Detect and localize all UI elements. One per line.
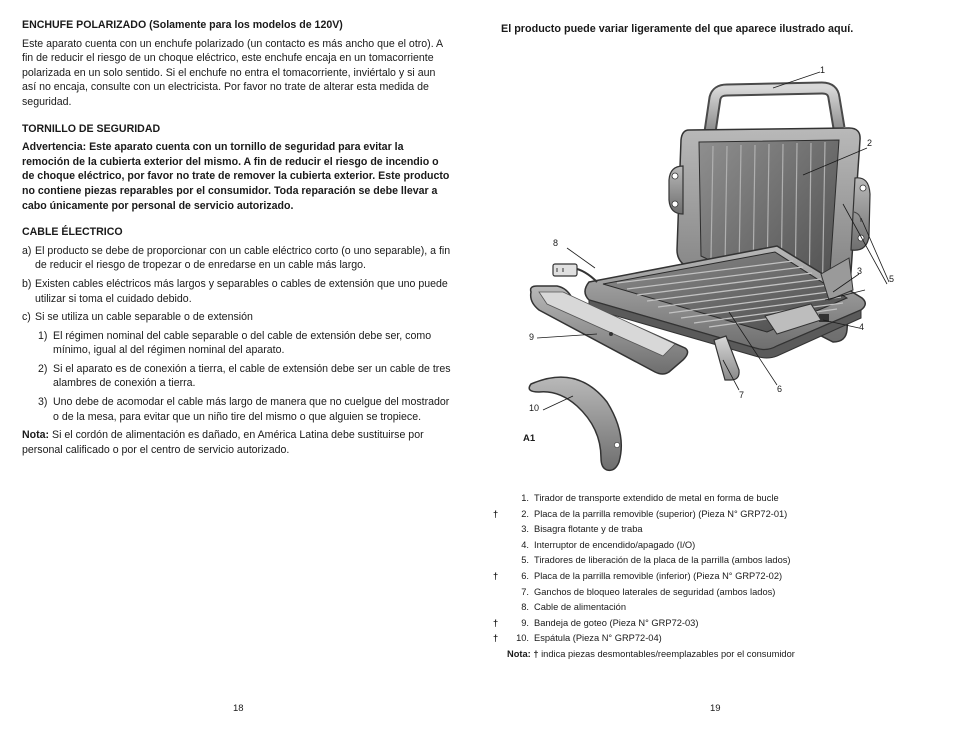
callout-6: 6 xyxy=(777,384,783,394)
polarized-plug-body: Este aparato cuenta con un enchufe polarizado (un contacto es más ancho que el otro). A fin de reducir el riesgo de un choque eléctrico, este enchufe encaja en un tomacorriente polarizada en un solo sentido. Si el enchufe no entra el tomacorriente, inviértalo y si aun así no encaja, consulte con un electricista. Por favor no trate de alterar esta medida de seguridad. xyxy=(22,37,443,108)
power-cord-heading: CABLE ÉLECTRICO xyxy=(22,226,123,239)
list-item: 1. Tirador de transporte extendido de metal en forma de bucle xyxy=(521,493,779,503)
handle-loop xyxy=(710,88,839,132)
spatula xyxy=(529,377,621,470)
list-item: 3. Bisagra flotante y de traba xyxy=(521,524,643,535)
power-cord xyxy=(553,264,597,282)
left-column xyxy=(22,18,452,457)
list-item: 7. Ganchos de bloqueo laterales de seguridad (ambos lados) xyxy=(521,586,776,597)
list-item: 8. Cable de alimentación xyxy=(521,602,626,613)
power-cord-note: Nota: Si el cordón de alimentación es dañado, en América Latina debe sustituirse por personal calificado o por el centro de servicio autorizado. xyxy=(22,429,424,456)
right-page xyxy=(477,0,954,738)
list-item: † 10. Espátula (Pieza N° GRP72-04) xyxy=(493,633,662,644)
callout-2: 2 xyxy=(867,138,873,148)
product-note-title: El producto puede variar ligeramente del que aparece ilustrado aquí. xyxy=(501,23,854,35)
callout-3: 3 xyxy=(857,266,863,276)
list-item: 5. Tiradores de liberación de la placa de la parrilla (ambos lados) xyxy=(521,555,791,566)
list-item: † 9. Bandeja de goteo (Pieza N° GRP72-03) xyxy=(493,617,699,628)
list-subitem: 2) Si el aparato es de conexión a tierra, el cable de extensión debe ser un cable de tres alambres de conexión a tierra. xyxy=(38,362,451,390)
list-item: a) El producto se debe de proporcionar con un cable eléctrico corto (o uno separable), a fin de reducir el riesgo de tropezar o de enredarse en un cable más largo. xyxy=(22,244,451,272)
list-subitem: 3) Uno debe de acomodar el cable más largo de manera que no cuelgue del mostrador o de la mesa, para evitar que un niño tire del mismo o que alguien se tropiece. xyxy=(38,396,450,423)
callout-8: 8 xyxy=(553,238,559,248)
page-number-left: 18 xyxy=(233,703,244,714)
safety-screw-body: Advertencia: Este aparato cuenta con un tornillo de seguridad para evitar la remoción de la cubierta exterior del mismo. A fin de reducir el riesgo de incendio o de choque eléctrico, por favor no trate de remover la cubierta exterior. Este producto no contiene piezas reparables por el consumidor. Toda reparación se debe llevar a cabo únicamente por personal de servicio autorizado. xyxy=(22,141,450,212)
callout-4: 4 xyxy=(859,322,865,332)
release-tab-left xyxy=(669,166,683,214)
legend-note: Nota: † indica piezas desmontables/reemplazables por el consumidor xyxy=(507,648,795,659)
callout-9: 9 xyxy=(529,332,535,342)
list-item: † 6. Placa de la parrilla removible (inferior) (Pieza N° GRP72-02) xyxy=(493,570,783,581)
list-item: † 2. Placa de la parrilla removible (superior) (Pieza N° GRP72-01) xyxy=(493,508,788,519)
page-number-right: 19 xyxy=(710,703,721,714)
list-item: c) Si se utiliza un cable separable o de extensión xyxy=(22,311,253,324)
list-subitem: 1) El régimen nominal del cable separable o del cable de extensión debe ser, como mínimo, igual al del régimen nominal del aparato. xyxy=(38,329,432,357)
callout-10: 10 xyxy=(529,403,540,413)
parts-legend xyxy=(493,491,927,663)
callout-1: 1 xyxy=(820,65,826,75)
list-item: b) Existen cables eléctricos más largos y separables o cables de extensión que uno puede utilizar si toma el cuidado debido. xyxy=(22,277,448,305)
figure-label: A1 xyxy=(523,433,536,444)
callout-5: 5 xyxy=(889,274,895,284)
polarized-plug-heading: ENCHUFE POLARIZADO (Solamente para los modelos de 120V) xyxy=(22,19,343,31)
release-tab-right xyxy=(851,178,870,250)
callout-7: 7 xyxy=(739,390,745,400)
list-item: 4. Interruptor de encendido/apagado (I/O) xyxy=(521,539,696,550)
grill-illustration xyxy=(477,0,954,490)
safety-screw-heading: TORNILLO DE SEGURIDAD xyxy=(22,122,161,135)
